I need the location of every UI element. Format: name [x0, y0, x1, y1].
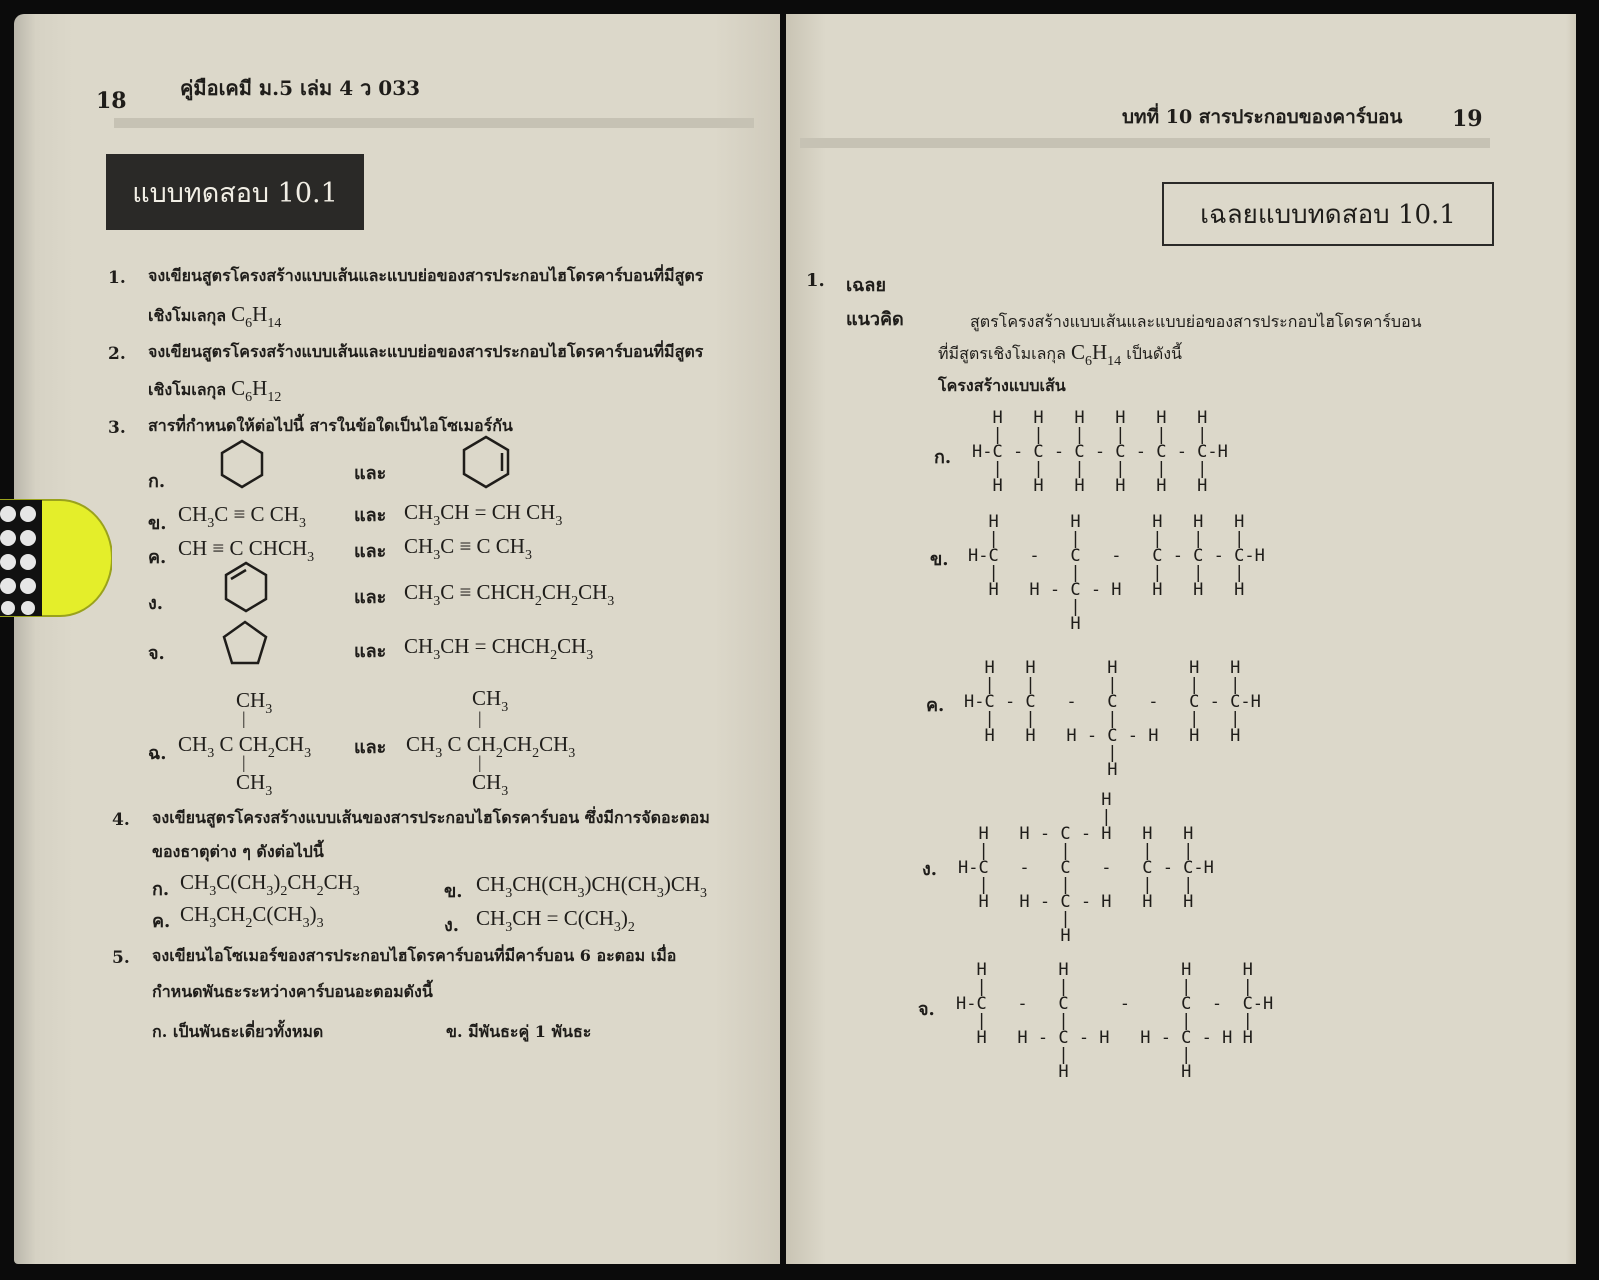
question-text-line2: เชิงโมเลกุล $C_6H_{12}$: [148, 376, 282, 405]
structure-label: ค.: [926, 695, 945, 716]
formula-right: $CH_3CH$ = $CHCH_2CH_3$: [404, 634, 594, 663]
structural-formula: H | H H - C - H H H | | | | H-C - C - C - C-H | | | | H H - C - H H H | H: [958, 790, 1214, 946]
branch-top: $CH_3$: [236, 688, 273, 717]
answer-title-box: [1162, 182, 1494, 246]
question-text-line2: เชิงโมเลกุล $C_6H_{14}$: [148, 302, 282, 331]
answer-label: เฉลย: [846, 275, 886, 296]
formula: $CH_3CH(CH_3)CH(CH_3)CH_3$: [476, 872, 708, 901]
item-label: ก.: [152, 879, 170, 900]
question-text-line2: กำหนดพันธะระหว่างคาร์บอนอะตอมดังนี้: [152, 982, 433, 1001]
concept-text: สูตรโครงสร้างแบบเส้นและแบบย่อของสารประกอบไฮโดรคาร์บอน: [970, 312, 1422, 331]
cyclohexane-structure: [218, 438, 266, 490]
bond: |: [242, 752, 246, 772]
item-label: ข.: [444, 881, 463, 902]
header-rule: [114, 118, 754, 128]
formula-left: $CH_3$ C $CH_2CH_3$: [178, 732, 312, 761]
running-header-right: บทที่ 10 สารประกอบของคาร์บอน: [1122, 106, 1403, 128]
question-text-line2: ของธาตุต่าง ๆ ดังต่อไปนี้: [152, 842, 324, 861]
and-word: และ: [354, 541, 387, 562]
and-word: และ: [354, 463, 387, 484]
item-label: ค.: [152, 911, 171, 932]
section-title-box: [106, 154, 364, 230]
item-label: ก.: [148, 471, 166, 492]
item-label: จ.: [148, 643, 165, 664]
structural-formula: H H H H H H | | | | | | H-C - C - C - C - C - C-H | | | | | | H H H H H H: [972, 408, 1228, 496]
page-number-left: 18: [96, 88, 127, 114]
formula: $CH_3CH_2C(CH_3)_3$: [180, 902, 324, 931]
structure-label: ง.: [922, 859, 938, 880]
question-number: 1.: [108, 268, 126, 288]
item-label: ข.: [148, 513, 167, 534]
section-title: แบบทดสอบ 10.1: [132, 177, 338, 209]
running-header-left: คู่มือเคมี ม.5 เล่ม 4 ว 033: [180, 76, 421, 100]
question-number: 4.: [112, 810, 130, 830]
formula-right: $CH_3C$ ≡ $CHCH_2CH_2CH_3$: [404, 580, 615, 609]
branch-top: $CH_3$: [472, 686, 509, 715]
formula-left: $CH_3C \equiv C$ $CH_3$: [178, 502, 306, 531]
formula-right: $CH_3$ C $CH_2CH_2CH_3$: [406, 732, 576, 761]
and-word: และ: [354, 737, 387, 758]
question-number: 2.: [108, 344, 126, 364]
and-word: และ: [354, 587, 387, 608]
bond: |: [478, 708, 482, 728]
item-label: ค.: [148, 547, 167, 568]
cyclohexene-structure: [222, 560, 270, 614]
answer-title: เฉลยแบบทดสอบ 10.1: [1200, 199, 1456, 230]
structure-heading: โครงสร้างแบบเส้น: [938, 376, 1066, 395]
cyclopentane-structure: [220, 618, 270, 668]
question-text: จงเขียนสูตรโครงสร้างแบบเส้นและแบบย่อของสารประกอบไฮโดรคาร์บอนที่มีสูตร: [148, 266, 704, 285]
cyclohexene-structure: [460, 434, 512, 490]
structure-label: ก.: [934, 447, 952, 468]
branch-bottom: $CH_3$: [472, 770, 509, 799]
question-number: 3.: [108, 418, 126, 438]
structure-label: จ.: [918, 999, 935, 1020]
structural-formula: H H H H H | | | | | H-C - C - C - C - C-H | | | | | H H H - C - H H H | H: [964, 658, 1261, 780]
answer-number: 1.: [806, 270, 825, 291]
header-rule: [800, 138, 1490, 148]
item-label: ง.: [444, 915, 460, 936]
formula-right: $CH_3CH$ = CH $CH_3$: [404, 500, 563, 529]
question-text: จงเขียนสูตรโครงสร้างแบบเส้นและแบบย่อของสารประกอบไฮโดรคาร์บอนที่มีสูตร: [148, 342, 704, 361]
item-label: ง.: [148, 593, 164, 614]
structure-label: ข.: [930, 549, 949, 570]
sub-item: ก. เป็นพันธะเดี่ยวทั้งหมด: [152, 1022, 324, 1041]
formula-right: $CH_3C \equiv C$ $CH_3$: [404, 534, 532, 563]
item-label: ฉ.: [148, 743, 167, 764]
formula: $CH_3CH = C(CH_3)_2$: [476, 906, 635, 935]
formula-left: CH ≡ C $CHCH_3$: [178, 536, 315, 565]
question-text: จงเขียนไอโซเมอร์ของสารประกอบไฮโดรคาร์บอนที่มีคาร์บอน 6 อะตอม เมื่อ: [152, 946, 677, 965]
concept-text-line2: ที่มีสูตรเชิงโมเลกุล $C_6H_{14}$ เป็นดังนี้: [938, 340, 1182, 369]
structural-formula: H H H H H | | | | | H-C - C - C - C - C-H | | | | | H H - C - H H H H | H: [968, 512, 1265, 634]
bond: |: [478, 752, 482, 772]
question-number: 5.: [112, 948, 130, 968]
question-text: สารที่กำหนดให้ต่อไปนี้ สารในข้อใดเป็นไอโซเมอร์กัน: [148, 416, 513, 435]
question-text: จงเขียนสูตรโครงสร้างแบบเส้นของสารประกอบไฮโดรคาร์บอน ซึ่งมีการจัดอะตอม: [152, 808, 710, 827]
structural-formula: H H H H | | | | H-C - C - C - C-H | | | | H H - C - H H - C - H H | | H H: [956, 960, 1274, 1082]
bond: |: [242, 708, 246, 728]
and-word: และ: [354, 505, 387, 526]
formula: $CH_3C(CH_3)_2CH_2CH_3$: [180, 870, 360, 899]
branch-bottom: $CH_3$: [236, 770, 273, 799]
page-number-right: 19: [1452, 106, 1483, 132]
concept-label: แนวคิด: [846, 309, 904, 330]
sub-item: ข. มีพันธะคู่ 1 พันธะ: [446, 1022, 592, 1041]
and-word: และ: [354, 641, 387, 662]
